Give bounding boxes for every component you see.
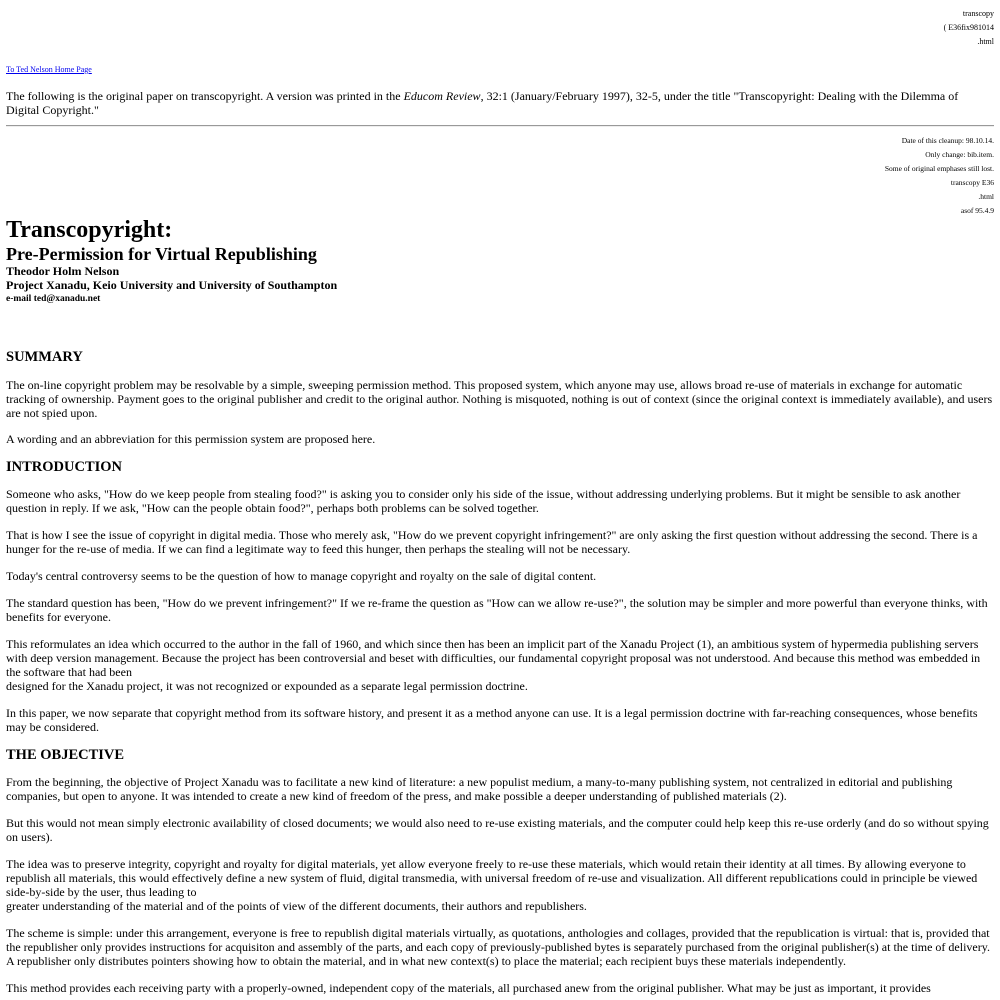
paragraph: Today's central controversy seems to be the question of how to manage copyright and royalty on the sale of digital content.	[6, 569, 597, 583]
paragraph: Someone who asks, "How do we keep people from stealing food?" is asking you to consider only his side of the issue, without addressing underlying problems. But it might be sensible to ask another question in reply. If we ask, "How can the people obtain food?", perhaps both problems can be solved together.	[6, 487, 961, 515]
paragraph: The scheme is simple: under this arrangement, everyone is free to republish digital materials virtually, as quotations, anthologies and collages, provided that the republication is virtual: that is, provided that the republisher only provides instructions for acquisiton and assembly of the parts, and each copy of previously-published bytes is separately purchased from the original publisher(s) at the time of delivery. A republisher only distributes pointers showing how to obtain the material, and in what new context(s) to place the material; each recipient buys these materials independently.	[6, 926, 990, 968]
section-heading-objective: THE OBJECTIVE	[6, 747, 125, 763]
page-subtitle: Pre-Permission for Virtual Republishing	[6, 244, 317, 264]
header-line: transcopy	[962, 9, 994, 18]
horizontal-rule	[6, 125, 994, 127]
paragraph: From the beginning, the objective of Project Xanadu was to facilitate a new kind of literature: a new populist medium, a many-to-many publishing system, not centralized in editorial and publishing companies, but open to anyone. It was intended to create a new kind of freedom of the press, and make possible a deeper understanding of published materials (2).	[6, 775, 953, 803]
document-metadata	[885, 134, 994, 218]
author-email: e-mail ted@xanadu.net	[6, 294, 101, 304]
paragraph: That is how I see the issue of copyright in digital media. Those who merely ask, "How do we prevent copyright infringement?" are only asking the first question without addressing the second. There is a hunger for the re-use of media. If we can find a legitimate way to feed this hunger, then perhaps the stealing will not be necessary.	[6, 528, 978, 556]
title-block	[6, 216, 994, 306]
paragraph: But this would not mean simply electronic availability of closed documents; we would also need to re-use existing materials, and the computer could help keep this re-use orderly (and do so without spying on users).	[6, 816, 989, 844]
meta-line: Date of this cleanup: 98.10.14.	[901, 136, 994, 145]
section-heading-introduction: INTRODUCTION	[6, 459, 123, 475]
header-file-info	[944, 7, 994, 49]
article-body	[6, 348, 994, 995]
meta-line: Only change: bib.item.	[925, 150, 994, 159]
header-line: .html	[977, 37, 994, 46]
journal-name: Educom Review	[403, 89, 481, 103]
home-page-link[interactable]: To Ted Nelson Home Page	[6, 65, 92, 74]
paragraph: The standard question has been, "How do we prevent infringement?" If we re-frame the question as "How can we allow re-use?", the solution may be simpler and more powerful than everyone thinks, with benefits for everyone.	[6, 596, 988, 624]
header-line: ( E36fix981014	[943, 23, 994, 32]
author-name: Theodor Holm Nelson	[6, 264, 120, 278]
meta-line: transcopy E36	[950, 178, 994, 187]
meta-line: .html	[978, 192, 994, 201]
paragraph: The on-line copyright problem may be resolvable by a simple, sweeping permission method. This proposed system, which anyone may use, allows broad re-use of materials in exchange for automatic tracking of ownership. Payment goes to the original publisher and credit to the original author. Nothing is misquoted, nothing is out of context (since the original context is immediately available), and users are not spied upon.	[6, 378, 993, 420]
section-heading-summary: SUMMARY	[6, 349, 83, 365]
paragraph: The idea was to preserve integrity, copyright and royalty for digital materials, yet allow everyone freely to re-use these materials, which would retain their identity at all times. By allowing everyone to republish all materials, this would effectively define a new system of fluid, digital transmedia, with universal freedom of re-use and visualization. All different republications could in principle be viewed side-by-side by the user, thus leading to greater understanding of the material and of the points of view of the different documents, their authors and republishers.	[6, 857, 978, 913]
paragraph: A wording and an abbreviation for this permission system are proposed here.	[6, 432, 376, 446]
meta-line: Some of original emphases still lost.	[884, 164, 994, 173]
page-title: Transcopyright:	[6, 217, 173, 243]
paragraph: This reformulates an idea which occurred to the author in the fall of 1960, and which since then has been an implicit part of the Xanadu Project (1), an ambitious system of hypermedia publishing servers with deep version management. Because the project has been controversial and beset with difficulties, our fundamental copyright proposal was not understood. And because this method was embedded in the software that had been designed for the Xanadu project, it was not recognized or expounded as a separate legal permission doctrine.	[6, 637, 981, 693]
meta-line: asof 95.4.9	[960, 206, 994, 215]
paragraph: In this paper, we now separate that copyright method from its software history, and present it as a method anyone can use. It is a legal permission doctrine with far-reaching consequences, whose benefits may be considered.	[6, 706, 978, 734]
author-affiliation: Project Xanadu, Keio University and University of Southampton	[6, 278, 338, 292]
intro-paragraph: The following is the original paper on transcopyright. A version was printed in the Educom Review, 32:1 (January/February 1997), 32-5, under the title "Transcopyright: Dealing with the Dilemma of Digital Copyright."	[6, 89, 959, 117]
paragraph: This method provides each receiving party with a properly-owned, independent copy of the materials, all purchased anew from the original publisher. What may be just as important, it provides	[6, 981, 931, 995]
